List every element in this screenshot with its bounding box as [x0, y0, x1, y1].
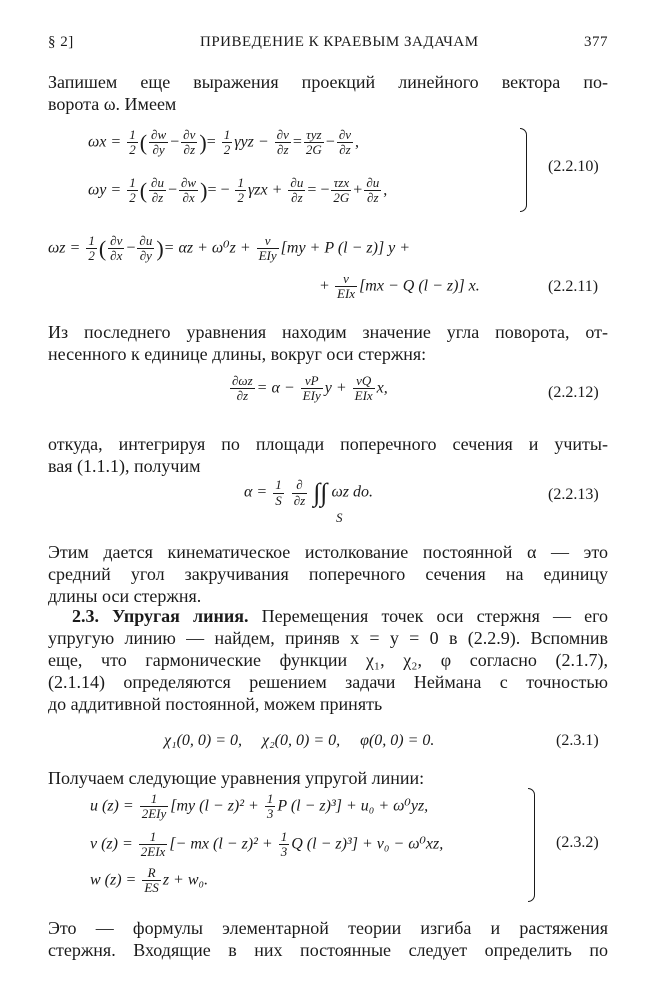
- section-marker: § 2]: [48, 34, 74, 50]
- equation-2-2-11-row1: ωz = $\frac{1}{2}$ ( $\frac{\partial v}{\partial x}$ − $\frac{\partial u}{\partial y}$ )= αz + ω⁰z + $\frac{\nu}{\text{EIy}}$ [my + P (l − z)] y +: [48, 233, 411, 264]
- equation-2-3-2-row1: u (z) = $\frac{1}{\text{2EIy}}$ [my (l − z)² + $\frac{1}{3}$ P (l − z)³] + u₀ + ω⁰yz,: [90, 791, 429, 822]
- paragraph-line: откуда, интегрируя по площади поперечного сечения и учиты-: [48, 434, 608, 454]
- paragraph-line: Из последнего уравнения находим значение угла поворота, от-: [48, 322, 608, 342]
- paragraph-line: средний угол закручивания поперечного сечения на единицу: [48, 564, 608, 584]
- section-heading-line: 2.3. Упругая линия. Перемещения точек оси стержня — его: [72, 606, 609, 626]
- equation-number: (2.2.12): [548, 384, 599, 401]
- paragraph-line: длины оси стержня.: [48, 586, 202, 606]
- equation-number: (2.3.2): [556, 834, 599, 851]
- paragraph-line: до аддитивной постоянной, можем принять: [48, 694, 383, 714]
- equation-2-2-10-row1: ωx = $\frac{1}{2}$ ( $\frac{\partial w}{\partial y}$ − $\frac{\partial v}{\partial z}$ )= $\frac{1}{2}$ γyz − $\frac{\partial v}{\partial z}$ = $\frac{\text{τyz}}{2G}$ − $\frac{\partial v}{\partial z}$ ,: [88, 127, 360, 158]
- equation-2-2-10-row2: ωy = $\frac{1}{2}$ ( $\frac{\partial u}{\partial z}$ − $\frac{\partial w}{\partial x}$ )= − $\frac{1}{2}$ γzx + $\frac{\partial u}{\partial z}$ = − $\frac{\text{τzx}}{2G}$ + $\frac{\partial u}{\partial z}$ ,: [88, 175, 388, 206]
- paragraph-line: Запишем еще выражения проекций линейного вектора по-: [48, 72, 608, 92]
- equation-number: (2.2.11): [548, 278, 599, 295]
- paragraph-line: вая (1.1.1), получим: [48, 456, 201, 476]
- running-title: ПРИВЕДЕНИЕ К КРАЕВЫМ ЗАДАЧАМ: [200, 34, 479, 50]
- equation-number: (2.2.13): [548, 486, 599, 503]
- equation-2-2-12: $\frac{\partial\omega z}{\partial z}$ = α − $\frac{\nu P}{\text{EIy}}$ y + $\frac{\nu Q}{\text{EIx}}$ x,: [232, 373, 388, 404]
- paragraph-line: несенного к единице длины, вокруг оси стержня:: [48, 344, 427, 364]
- equation-number: (2.2.10): [548, 158, 599, 175]
- equation-2-3-2-row3: w (z) = $\frac{R}{ES}$ z + w₀.: [90, 865, 209, 896]
- paragraph-line: стержня. Входящие в них постоянные следует определить по: [48, 940, 608, 960]
- equation-2-2-11-row2: + $\frac{\nu}{\text{EIx}}$ [mx − Q (l − z)] x.: [320, 271, 480, 302]
- equation-brace: [520, 128, 527, 212]
- paragraph-line: ворота ω. Имеем: [48, 94, 177, 114]
- page-number: 377: [584, 34, 608, 50]
- section-heading: 2.3. Упругая линия.: [72, 606, 249, 626]
- integral-region: S: [336, 510, 343, 525]
- paragraph-line: Это — формулы элементарной теории изгиба и растяжения: [48, 918, 608, 938]
- paragraph-line: Получаем следующие уравнения упругой линии:: [48, 768, 425, 788]
- paragraph-line: упругую линию — найдем, приняв x = y = 0 в (2.2.9). Вспомнив: [48, 628, 608, 648]
- equation-2-2-13: α = $\frac{1}{S}$ $\frac{\partial}{\partial z}$ ∫∫ ωz do.: [244, 477, 373, 508]
- equation-brace: [528, 788, 535, 902]
- equation-2-3-2-row2: v (z) = $\frac{1}{\text{2EIx}}$ [− mx (l − z)² + $\frac{1}{3}$ Q (l − z)³] + v₀ − ω⁰xz,: [90, 829, 444, 860]
- paragraph-line: (2.1.14) определяются решением задачи Неймана с точностью: [48, 672, 608, 692]
- paragraph-line: еще, что гармонические функции χ₁, χ₂, φ согласно (2.1.7),: [48, 650, 608, 670]
- equation-2-3-1: χ₁(0, 0) = 0, χ₂(0, 0) = 0, φ(0, 0) = 0.: [164, 732, 435, 749]
- paragraph-line: Этим дается кинематическое истолкование постоянной α — это: [48, 542, 608, 562]
- equation-number: (2.3.1): [556, 732, 599, 749]
